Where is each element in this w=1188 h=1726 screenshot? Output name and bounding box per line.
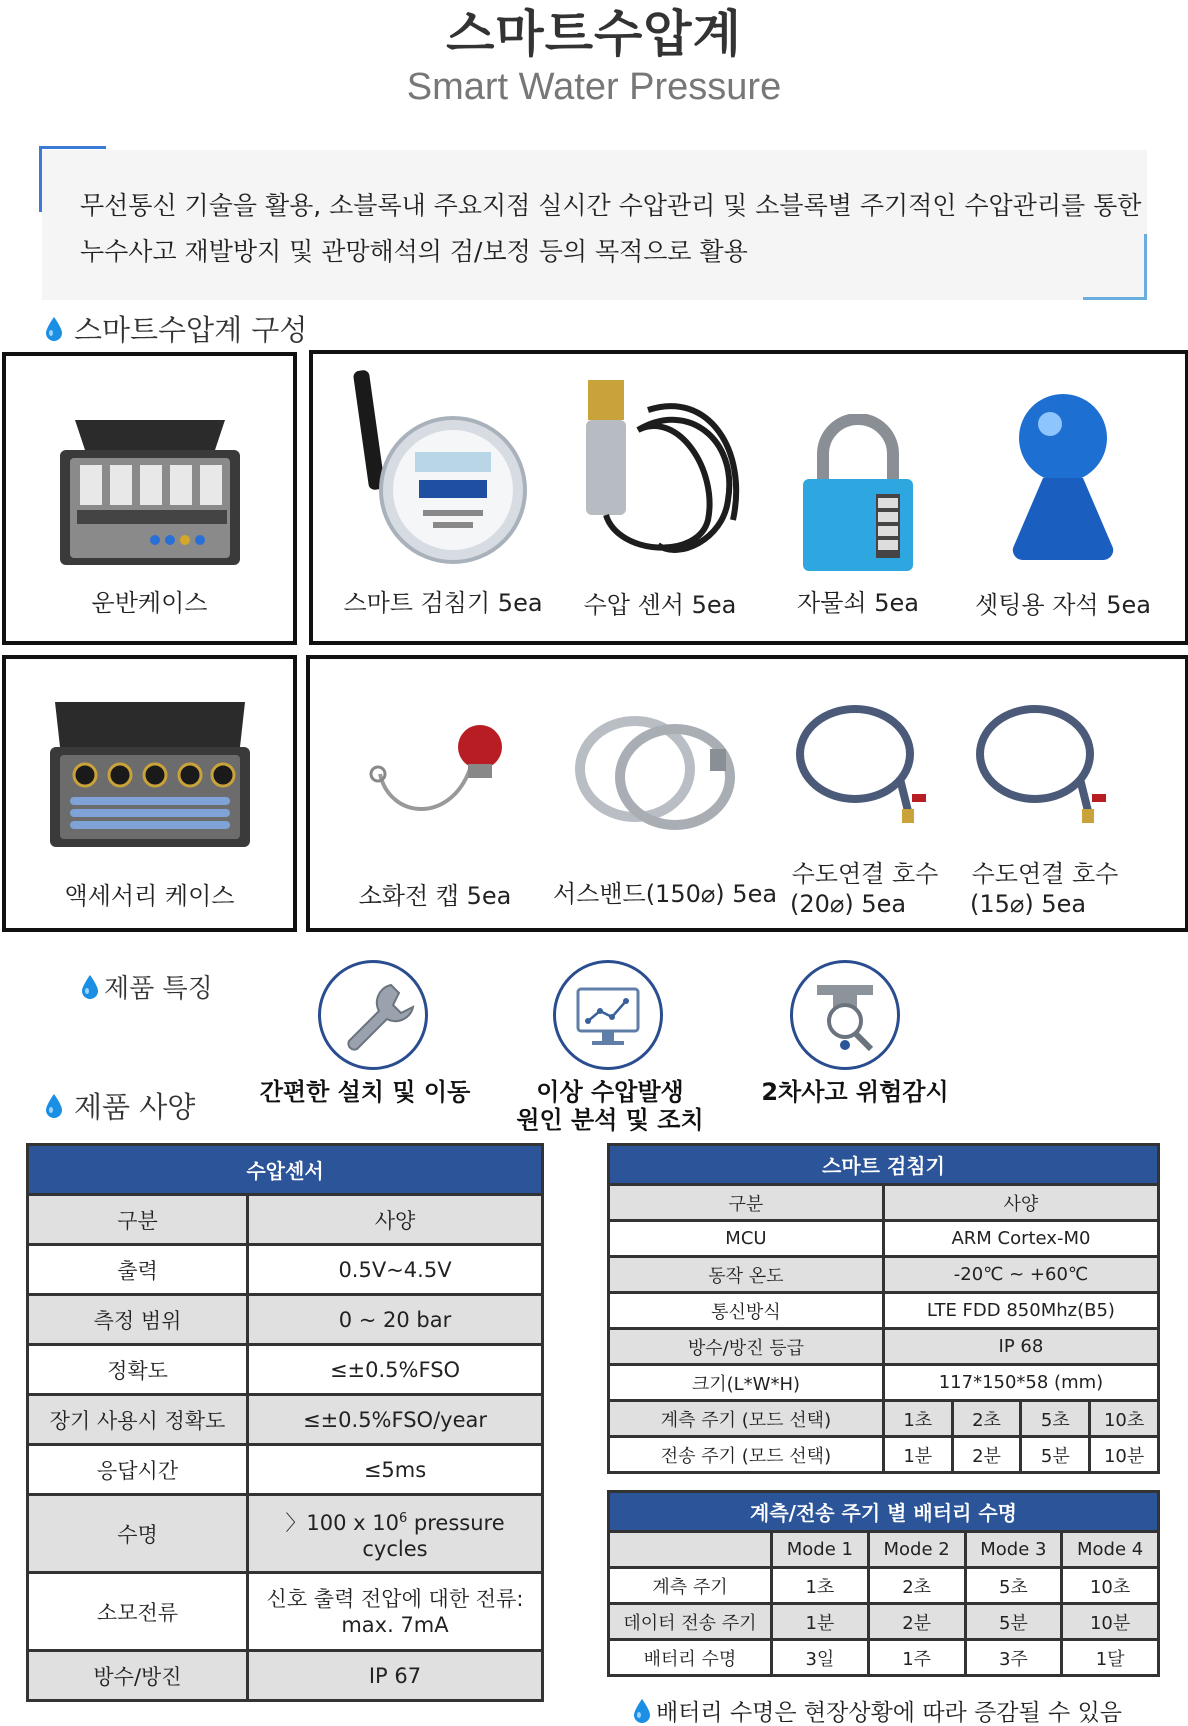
corner-bracket xyxy=(39,146,42,212)
battery-table-title: 계측/전송 주기 별 배터리 수명 xyxy=(609,1492,1159,1532)
pressure-sensor-image xyxy=(558,370,758,570)
table-row xyxy=(28,1245,543,1295)
feature-label-line1: 이상 수압발생 xyxy=(536,1078,684,1106)
hose-20-label-line2: (20⌀) 5ea xyxy=(790,890,907,918)
hose-20-image xyxy=(790,699,940,829)
spec-key: 계측 주기 xyxy=(609,1568,772,1604)
spec-value: 10분 xyxy=(1062,1604,1159,1640)
spec-value: ARM Cortex-M0 xyxy=(883,1221,1158,1257)
table-header-cell: 사양 xyxy=(248,1195,543,1245)
spec-key: 방수/방진 xyxy=(28,1651,248,1701)
page-subtitle: Smart Water Pressure xyxy=(406,66,782,108)
parts-box-1 xyxy=(309,350,1188,645)
spec-value: 1달 xyxy=(1062,1640,1159,1676)
spec-value: 10초 xyxy=(1062,1568,1159,1604)
water-drop-icon xyxy=(44,1093,64,1119)
spec-value: IP 68 xyxy=(883,1329,1158,1365)
accessory-case-label: 액세서리 케이스 xyxy=(64,882,235,910)
spec-value: 2분 xyxy=(868,1604,965,1640)
spec-value: 0.5V~4.5V xyxy=(248,1245,543,1295)
table-row xyxy=(609,1640,1159,1676)
table-header-cell: Mode 4 xyxy=(1062,1532,1159,1568)
spec-value: 5초 xyxy=(965,1568,1062,1604)
spec-value: 5분 xyxy=(1021,1437,1090,1473)
padlock-label: 자물쇠 5ea xyxy=(797,589,919,617)
table-row xyxy=(609,1568,1159,1604)
spec-value: 5분 xyxy=(965,1604,1062,1640)
water-drop-icon xyxy=(80,974,100,1000)
table-row xyxy=(28,1495,543,1573)
specs-heading xyxy=(44,1085,195,1126)
spec-value: 2분 xyxy=(952,1437,1021,1473)
table-header-cell: 사양 xyxy=(883,1185,1158,1221)
table-header-cell: Mode 3 xyxy=(965,1532,1062,1568)
intro-line: 무선통신 기술을 활용, 소블록내 주요지점 실시간 수압관리 및 소블록별 주기적인 수압관리를 통한 xyxy=(80,191,1142,220)
hose-15-item xyxy=(960,699,1130,829)
composition-heading-text: 스마트수압계 구성 xyxy=(74,313,308,347)
monitor-chart-icon xyxy=(553,960,663,1070)
spec-key: 계측 주기 (모드 선택) xyxy=(609,1401,884,1437)
feature-label: 2차사고 위험감시 xyxy=(761,1078,949,1106)
accessory-case-item xyxy=(6,697,293,857)
spec-value: 1주 xyxy=(868,1640,965,1676)
pressure-sensor-label: 수압 센서 5ea xyxy=(583,591,737,619)
spec-key: 전송 주기 (모드 선택) xyxy=(609,1437,884,1473)
spec-value: ≤±0.5%FSO/year xyxy=(248,1395,543,1445)
magnet-image xyxy=(998,388,1128,568)
pipe-magnifier-icon xyxy=(790,960,900,1070)
magnet-item xyxy=(968,388,1158,568)
carry-case-label: 운반케이스 xyxy=(91,589,208,617)
meter-spec-table xyxy=(607,1143,1160,1474)
spec-value: -20℃ ~ +60℃ xyxy=(883,1257,1158,1293)
intro-box xyxy=(42,150,1147,300)
table-header-cell: 구분 xyxy=(28,1195,248,1245)
composition-heading xyxy=(44,308,307,349)
spec-value: 5초 xyxy=(1021,1401,1090,1437)
wrench-icon xyxy=(318,960,428,1070)
sensor-spec-table xyxy=(26,1143,544,1702)
table-row xyxy=(609,1604,1159,1640)
hose-20-label-line1: 수도연결 호수 xyxy=(791,860,939,888)
table-header-cell: 구분 xyxy=(609,1185,884,1221)
smart-meter-image xyxy=(353,370,533,570)
table-row xyxy=(609,1221,1159,1257)
spec-value: ≤5ms xyxy=(248,1445,543,1495)
spec-value: 0 ~ 20 bar xyxy=(248,1295,543,1345)
spec-key: 응답시간 xyxy=(28,1445,248,1495)
table-row xyxy=(609,1437,1159,1473)
spec-value: 2초 xyxy=(952,1401,1021,1437)
spec-value: 3주 xyxy=(965,1640,1062,1676)
intro-line: 누수사고 재발방지 및 관망해석의 검/보정 등의 목적으로 활용 xyxy=(80,237,748,266)
hose-20-item xyxy=(780,699,950,829)
sensor-table-title: 수압센서 xyxy=(28,1145,543,1195)
battery-table xyxy=(607,1490,1160,1677)
smart-meter-label: 스마트 검침기 5ea xyxy=(343,589,543,617)
spec-key: 동작 온도 xyxy=(609,1257,884,1293)
pressure-sensor-item xyxy=(558,370,758,570)
carry-case-image xyxy=(55,410,245,570)
magnet-label: 셋팅용 자석 5ea xyxy=(975,591,1151,619)
hydrant-cap-label: 소화전 캡 5ea xyxy=(358,882,512,910)
corner-bracket xyxy=(1083,297,1147,300)
spec-key: 데이터 전송 주기 xyxy=(609,1604,772,1640)
page-title: 스마트수압계 xyxy=(446,5,742,63)
spec-key: 크기(L*W*H) xyxy=(609,1365,884,1401)
table-row xyxy=(609,1401,1159,1437)
spec-value: 1분 xyxy=(883,1437,952,1473)
hose-15-label-line2: (15⌀) 5ea xyxy=(970,890,1087,918)
hydrant-cap-image xyxy=(360,719,520,829)
spec-key: 배터리 수명 xyxy=(609,1640,772,1676)
table-row xyxy=(28,1651,543,1701)
table-row xyxy=(609,1257,1159,1293)
spec-key: 측정 범위 xyxy=(28,1295,248,1345)
accessory-case-image xyxy=(45,697,255,857)
corner-bracket xyxy=(1144,234,1147,300)
corner-bracket xyxy=(42,146,106,149)
clamp-band-label: 서스밴드(150⌀) 5ea xyxy=(552,880,778,908)
table-row xyxy=(609,1293,1159,1329)
parts-box-2 xyxy=(306,655,1188,932)
table-row xyxy=(28,1295,543,1345)
spec-key: 장기 사용시 정확도 xyxy=(28,1395,248,1445)
spec-value: 3일 xyxy=(772,1640,869,1676)
table-row xyxy=(609,1365,1159,1401)
spec-value: 신호 출력 전압에 대한 전류: max. 7mA xyxy=(248,1573,543,1651)
spec-value: 10초 xyxy=(1090,1401,1159,1437)
battery-note xyxy=(632,1694,1122,1726)
features-heading xyxy=(80,968,213,1005)
carry-case-item xyxy=(6,410,293,570)
spec-value: IP 67 xyxy=(248,1651,543,1701)
spec-value: 〉100 x $10^6$ pressure cycles xyxy=(248,1495,543,1573)
feature-label: 간편한 설치 및 이동 xyxy=(259,1078,471,1106)
table-header-cell xyxy=(609,1532,772,1568)
carry-case-box xyxy=(2,352,297,645)
spec-value: 1초 xyxy=(883,1401,952,1437)
table-row xyxy=(28,1395,543,1445)
specs-heading-text: 제품 사양 xyxy=(74,1090,196,1124)
feature-label-line2: 원인 분석 및 조치 xyxy=(516,1106,704,1134)
hydrant-cap-item xyxy=(340,719,540,829)
spec-value: 10분 xyxy=(1090,1437,1159,1473)
clamp-band-image xyxy=(570,699,740,839)
table-row xyxy=(28,1573,543,1651)
meter-table-title: 스마트 검침기 xyxy=(609,1145,1159,1185)
spec-value: 1초 xyxy=(772,1568,869,1604)
spec-value: 1분 xyxy=(772,1604,869,1640)
spec-value: 2초 xyxy=(868,1568,965,1604)
features-heading-text: 제품 특징 xyxy=(104,974,213,1004)
spec-key: 수명 xyxy=(28,1495,248,1573)
spec-key: 출력 xyxy=(28,1245,248,1295)
water-drop-icon xyxy=(632,1698,652,1724)
spec-key: 통신방식 xyxy=(609,1293,884,1329)
spec-key: 방수/방진 등급 xyxy=(609,1329,884,1365)
spec-key: MCU xyxy=(609,1221,884,1257)
table-row xyxy=(28,1445,543,1495)
table-row xyxy=(609,1329,1159,1365)
spec-key: 정확도 xyxy=(28,1345,248,1395)
padlock-image xyxy=(798,414,918,574)
battery-note-text: 배터리 수명은 현장상황에 따라 증감될 수 있음 xyxy=(656,1700,1123,1726)
spec-key: 소모전류 xyxy=(28,1573,248,1651)
accessory-case-box xyxy=(2,655,297,932)
table-header-cell: Mode 1 xyxy=(772,1532,869,1568)
spec-value: 117*150*58 (mm) xyxy=(883,1365,1158,1401)
smart-meter-item xyxy=(343,370,543,570)
spec-value: LTE FDD 850Mhz(B5) xyxy=(883,1293,1158,1329)
hose-15-image xyxy=(970,699,1120,829)
clamp-band-item xyxy=(555,699,755,839)
table-header-cell: Mode 2 xyxy=(868,1532,965,1568)
spec-value: ≤±0.5%FSO xyxy=(248,1345,543,1395)
hose-15-label-line1: 수도연결 호수 xyxy=(971,860,1119,888)
water-drop-icon xyxy=(44,316,64,342)
padlock-item xyxy=(773,414,943,574)
table-row xyxy=(28,1345,543,1395)
